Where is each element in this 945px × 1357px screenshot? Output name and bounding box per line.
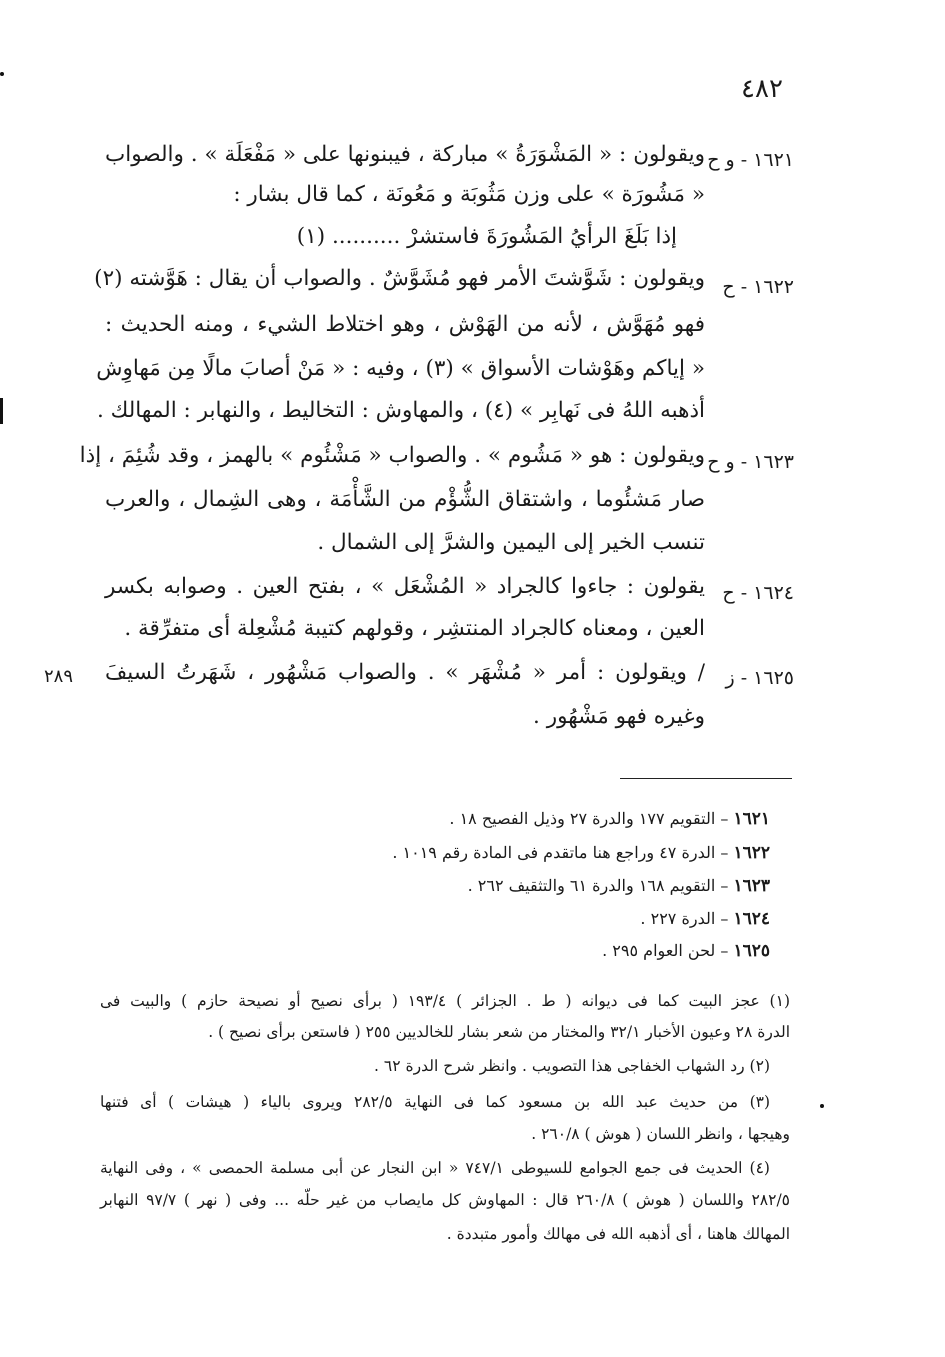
entry-line: « مَشُورَة » على وزن مَثُوبَة و مَعُونَة ، كما قال بشار : [233,182,705,207]
entry-line: أذهبه اللهُ فى نَهابِر » (٤) ، والمهاوش : التخاليط ، والنهابر : المهالك . [96,398,705,423]
verse-line: إذا بَلَغَ الرأيُ المَشُورَةَ فاستشرْ .......... (١) [296,224,677,249]
entry-line: يقولون : جاءوا كالجراد « المُشْعَل » ، بفتح العين . وصوابه بكسر [105,574,705,599]
entry-line: فهو مُهَوَّش ، لأنه من الهَوْش ، وهو اختلاط الشيء ، ومنه الحديث : [105,312,705,337]
source-reference [300,941,770,961]
page-number: ٤٨٢ [741,74,783,104]
margin-page-number: ٢٨٩ [44,666,74,687]
source-reference [300,843,770,863]
reference-number: ١٦٢٤ [733,909,770,929]
entry-line: صار مَشئُوما ، واشتقاق الشُّؤْم من الشَّأْمَة ، وهى الشِمال ، والعرب [105,487,705,512]
footnote-separator [620,778,792,779]
footnote-line: (٣) من حديث عبد الله بن مسعود كما فى النهاية ٢٨٢/٥ ويروى بالياء ( هيشات ) أى فتنها [100,1093,771,1111]
reference-number: ١٦٢١ [733,809,770,829]
footnote-line: المهالك هاهنا ، أى أذهبه الله فى مهالك وأمور متبددة . [446,1225,790,1243]
source-reference [300,909,770,929]
footnote-line: الدرة ٢٨ وعيون الأخبار ٣٢/١ والمختار من شعر بشار للخالديين ٢٥٥ ( فاستعن برأى نصيح ) . [208,1023,790,1041]
reference-number: ١٦٢٣ [733,876,770,896]
footnote-line: ٢٨٢/٥ واللسان ( هوش ) ٢٦٠/٨ قال : المهاوش كل مايصاب من غير حلّه ... وفى ( نهر ) ٩٧/٧ النهابر [100,1191,790,1209]
source-reference [300,876,770,896]
reference-text: – التقويم ١٦٨ والدرة ٦١ والتثقيف ٢٦٢ . [467,876,729,895]
reference-number: ١٦٢٥ [733,941,770,961]
entry-number: ١٦٢٢ - ح [722,276,794,298]
entry-line: تنسب الخير إلى اليمين والشرَّ إلى الشمال . [317,530,705,555]
entry-number: ١٦٢٤ - ح [722,582,794,604]
source-reference [300,809,770,829]
reference-text: – التقويم ١٧٧ والدرة ٢٧ وذيل الفصيح ١٨ . [449,809,729,828]
entry-line: « إياكم وهَوْشات الأسواق » (٣) ، وفيه : « مَنْ أصابَ مالًا مِن مَهاوِش [96,356,705,381]
entry-line: ويقولون : « المَشْوَرَةُ » مباركة ، فيبنونها على « مَفْعَلَة » . والصواب [105,142,705,167]
scan-mark [0,72,4,76]
reference-text: – لحن العوام ٢٩٥ . [602,941,729,960]
reference-text: – الدرة ٢٢٧ . [640,909,729,928]
footnote-line: (١) عجز البيت كما فى ديوانه ( ط . الجزائر ) ١٩٣/٤ ( برأى نصيح أو نصيحة حازم ) والبيت فى [100,992,790,1010]
entry-line: ويقولون : شَوَّشتَ الأمر فهو مُشَوَّشٌ . والصواب أن يقال : هَوَّشته (٢) [94,266,705,291]
entry-line: ويقولون : هو « مَشُوم » . والصواب « مَشْئُوم » بالهمز ، وقد شُئِمَ ، إذا [79,443,705,468]
entry-line: العين ، ومعناه كالجراد المنتشِر ، وقولهم كتيبة مُشْعِلة أى متفرِّقة . [124,616,705,641]
footnote-line: (٢) رد الشهاب الخفاجى هذا التصويب . وانظر شرح الدرة ٦٢ . [374,1057,770,1075]
entry-number: ١٦٢٣ - و ح [707,451,794,473]
entry-number: ١٦٢٥ - ز [725,667,794,689]
scan-mark [0,398,3,424]
reference-text: – الدرة ٤٧ وراجع هنا ماتقدم فى المادة رقم ١٠١٩ . [392,843,729,862]
footnote-line: وهيجها ، وانظر اللسان ( هوش ) ٢٦٠/٨ . [531,1125,790,1143]
entry-line: / ويقولون : أمر « مُشْهَر » . والصواب مَشْهُور ، شَهَرتُ السيفَ [105,660,705,685]
scan-mark [820,1104,824,1108]
footnote-line: (٤) الحديث فى جمع الجوامع للسيوطى ٧٤٧/١ « ابن النجار عن أبى مسلمة الحمصى » ، وفى النهاية [100,1159,770,1177]
entry-number: ١٦٢١ - و ح [707,149,794,171]
entry-line: وغيره فهو مَشْهُور . [533,704,705,729]
reference-number: ١٦٢٢ [733,843,770,863]
